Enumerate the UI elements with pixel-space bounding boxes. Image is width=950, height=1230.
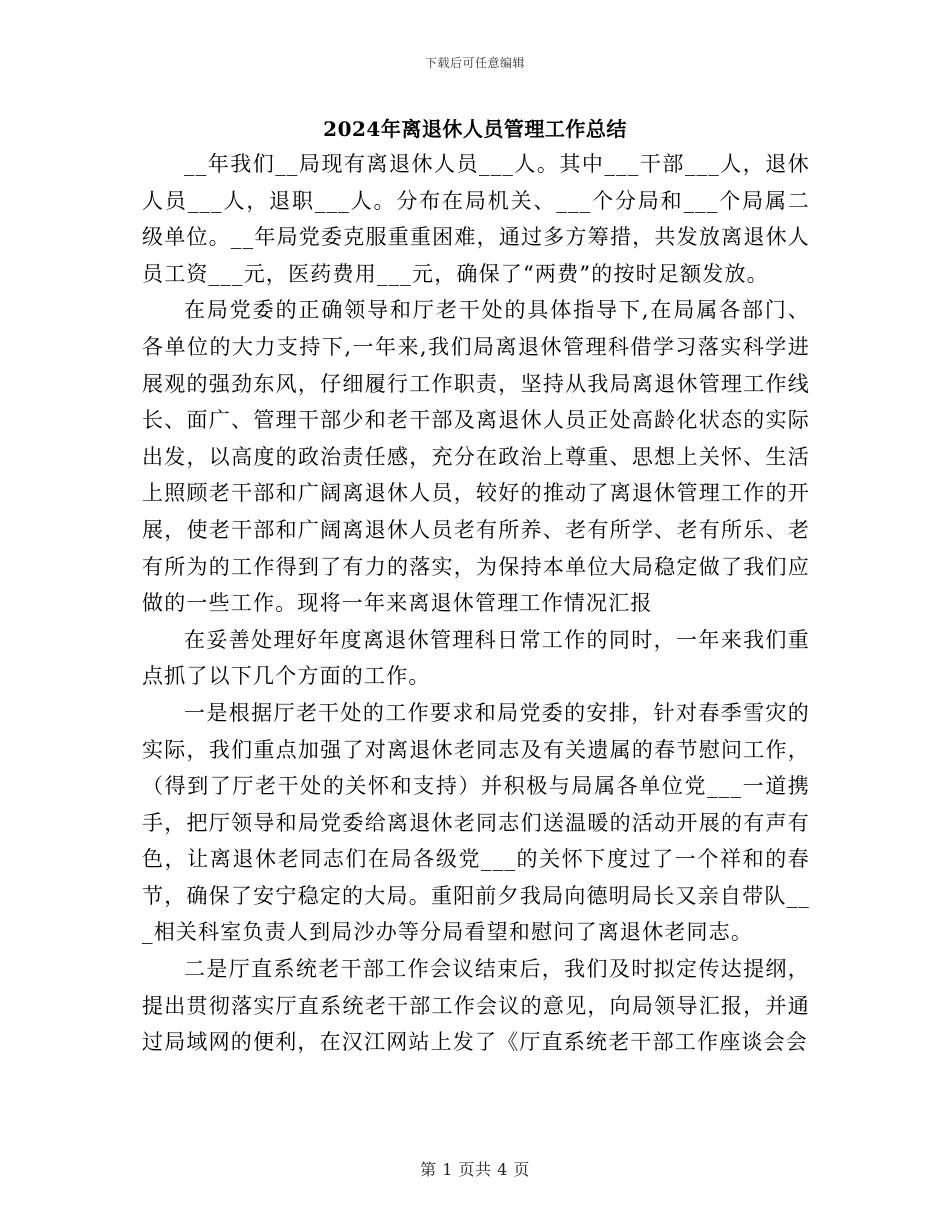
paragraph-4: 一是根据厅老干处的工作要求和局党委的安排，针对春季雪灾的实际，我们重点加强了对离退休老同志及有关遗属的春节慰问工作，（得到了厅老干处的关怀和支持）并积极与局属各单位党___一道携手，把厅领导和局党委给离退休老同志们送温暖的活动开展的有声有色，让离退休老同志们在局各级党___的关怀下度过了一个祥和的春节，确保了安宁稳定的大局。重阳前夕我局向德明局长又亲自带队___相关科室负责人到局沙办等分局看望和慰问了离退休老同志。 — [142, 700, 810, 945]
paragraph-5: 二是厅直系统老干部工作会议结束后，我们及时拟定传达提纲，提出贯彻落实厅直系统老干部工作会议的意见，向局领导汇报，并通过局域网的便利，在汉江网站上发了《厅直系统老干部工作座谈会会 — [142, 957, 810, 1055]
document-body — [142, 146, 810, 1061]
paragraph-2: 在局党委的正确领导和厅老干处的具体指导下,在局属各部门、各单位的大力支持下,一年来,我们局离退休管理科借学习落实科学进展观的强劲东风，仔细履行工作职责，坚持从我局离退休管理工作线长、面广、管理干部少和老干部及离退休人员正处高龄化状态的实际出发，以高度的政治责任感，充分在政治上尊重、思想上关怀、生活上照顾老干部和广阔离退休人员，较好的推动了离退休管理工作的开展，使老干部和广阔离退休人员老有所养、老有所学、老有所乐、老有所为的工作得到了有力的落实，为保持本单位大局稳定做了我们应做的一些工作。现将一年来离退休管理工作情况汇报 — [142, 298, 810, 616]
paragraph-1: __年我们__局现有离退休人员___人。其中___干部___人，退休人员___人，退职___人。分布在局机关、___个分局和___个局属二级单位。__年局党委克服重重困难，通过多方筹措，共发放离退休人员工资___元，医药费用___元，确保了“两费”的按时足额发放。 — [142, 152, 810, 286]
paragraph-3: 在妥善处理好年度离退休管理科日常工作的同时，一年来我们重点抓了以下几个方面的工作。 — [142, 627, 810, 689]
page-footer: 第 1 页共 4 页 — [420, 1160, 530, 1179]
header-note: 下载后可任意编辑 — [424, 56, 525, 70]
document-title: 2024年离退休人员管理工作总结 — [323, 117, 627, 141]
